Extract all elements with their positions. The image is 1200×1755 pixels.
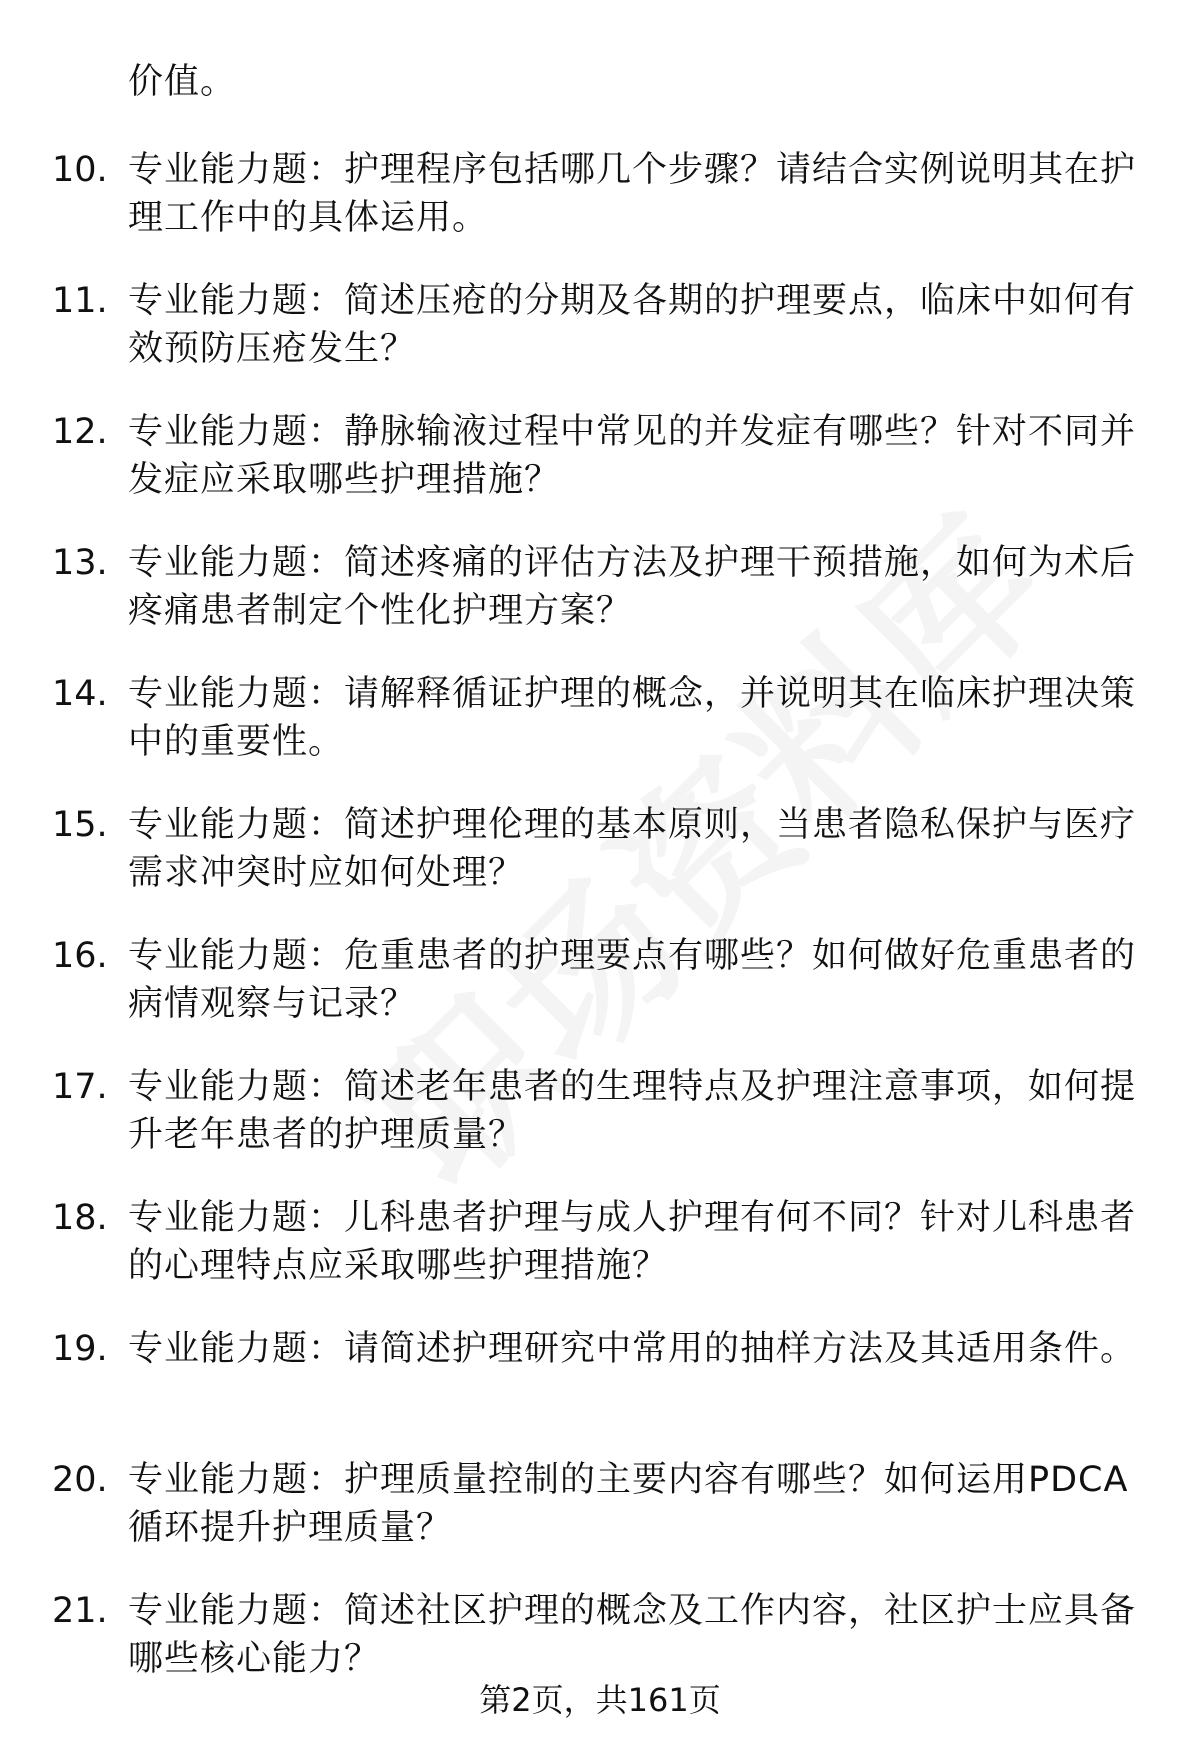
question-item bbox=[0, 670, 1200, 801]
question-number: 11. bbox=[52, 281, 108, 321]
question-number: 19. bbox=[52, 1329, 108, 1369]
question-text: 专业能力题：简述老年患者的生理特点及护理注意事项，如何提升老年患者的护理质量？ bbox=[128, 1067, 1137, 1155]
question-text: 专业能力题：儿科患者护理与成人护理有何不同？针对儿科患者的心理特点应采取哪些护理措施？ bbox=[128, 1198, 1137, 1286]
question-text: 专业能力题：危重患者的护理要点有哪些？如何做好危重患者的病情观察与记录？ bbox=[128, 936, 1137, 1024]
question-number: 12. bbox=[52, 412, 108, 452]
question-text: 专业能力题：护理质量控制的主要内容有哪些？如何运用PDCA循环提升护理质量？ bbox=[128, 1460, 1129, 1548]
question-text: 专业能力题：简述压疮的分期及各期的护理要点，临床中如何有效预防压疮发生？ bbox=[128, 281, 1137, 369]
question-number: 18. bbox=[52, 1198, 108, 1238]
question-item bbox=[0, 146, 1200, 277]
question-number: 16. bbox=[52, 936, 108, 976]
question-item bbox=[0, 1325, 1200, 1456]
question-number: 20. bbox=[52, 1460, 108, 1500]
question-item bbox=[0, 539, 1200, 670]
question-item bbox=[0, 1063, 1200, 1194]
question-text: 专业能力题：请简述护理研究中常用的抽样方法及其适用条件。 bbox=[128, 1329, 1137, 1369]
question-text: 专业能力题：请解释循证护理的概念，并说明其在临床护理决策中的重要性。 bbox=[128, 674, 1137, 762]
question-item bbox=[0, 801, 1200, 932]
question-number: 21. bbox=[52, 1591, 108, 1631]
question-item bbox=[0, 408, 1200, 539]
question-text: 专业能力题：简述社区护理的概念及工作内容，社区护士应具备哪些核心能力？ bbox=[128, 1591, 1137, 1679]
question-number: 17. bbox=[52, 1067, 108, 1107]
question-text: 专业能力题：静脉输液过程中常见的并发症有哪些？针对不同并发症应采取哪些护理措施？ bbox=[128, 412, 1137, 500]
question-text: 专业能力题：护理程序包括哪几个步骤？请结合实例说明其在护理工作中的具体运用。 bbox=[128, 150, 1137, 238]
continuation-text: 价值。 bbox=[128, 62, 237, 102]
question-item bbox=[0, 932, 1200, 1063]
question-item bbox=[0, 1194, 1200, 1325]
question-item bbox=[0, 1456, 1200, 1587]
question-text: 专业能力题：简述疼痛的评估方法及护理干预措施，如何为术后疼痛患者制定个性化护理方案？ bbox=[128, 543, 1137, 631]
question-list bbox=[0, 146, 1200, 1718]
question-number: 15. bbox=[52, 805, 108, 845]
question-number: 10. bbox=[52, 150, 108, 190]
page-footer: 第2页，共161页 bbox=[479, 1681, 721, 1719]
question-item bbox=[0, 277, 1200, 408]
question-number: 14. bbox=[52, 674, 108, 714]
question-number: 13. bbox=[52, 543, 108, 583]
question-text: 专业能力题：简述护理伦理的基本原则，当患者隐私保护与医疗需求冲突时应如何处理？ bbox=[128, 805, 1137, 893]
